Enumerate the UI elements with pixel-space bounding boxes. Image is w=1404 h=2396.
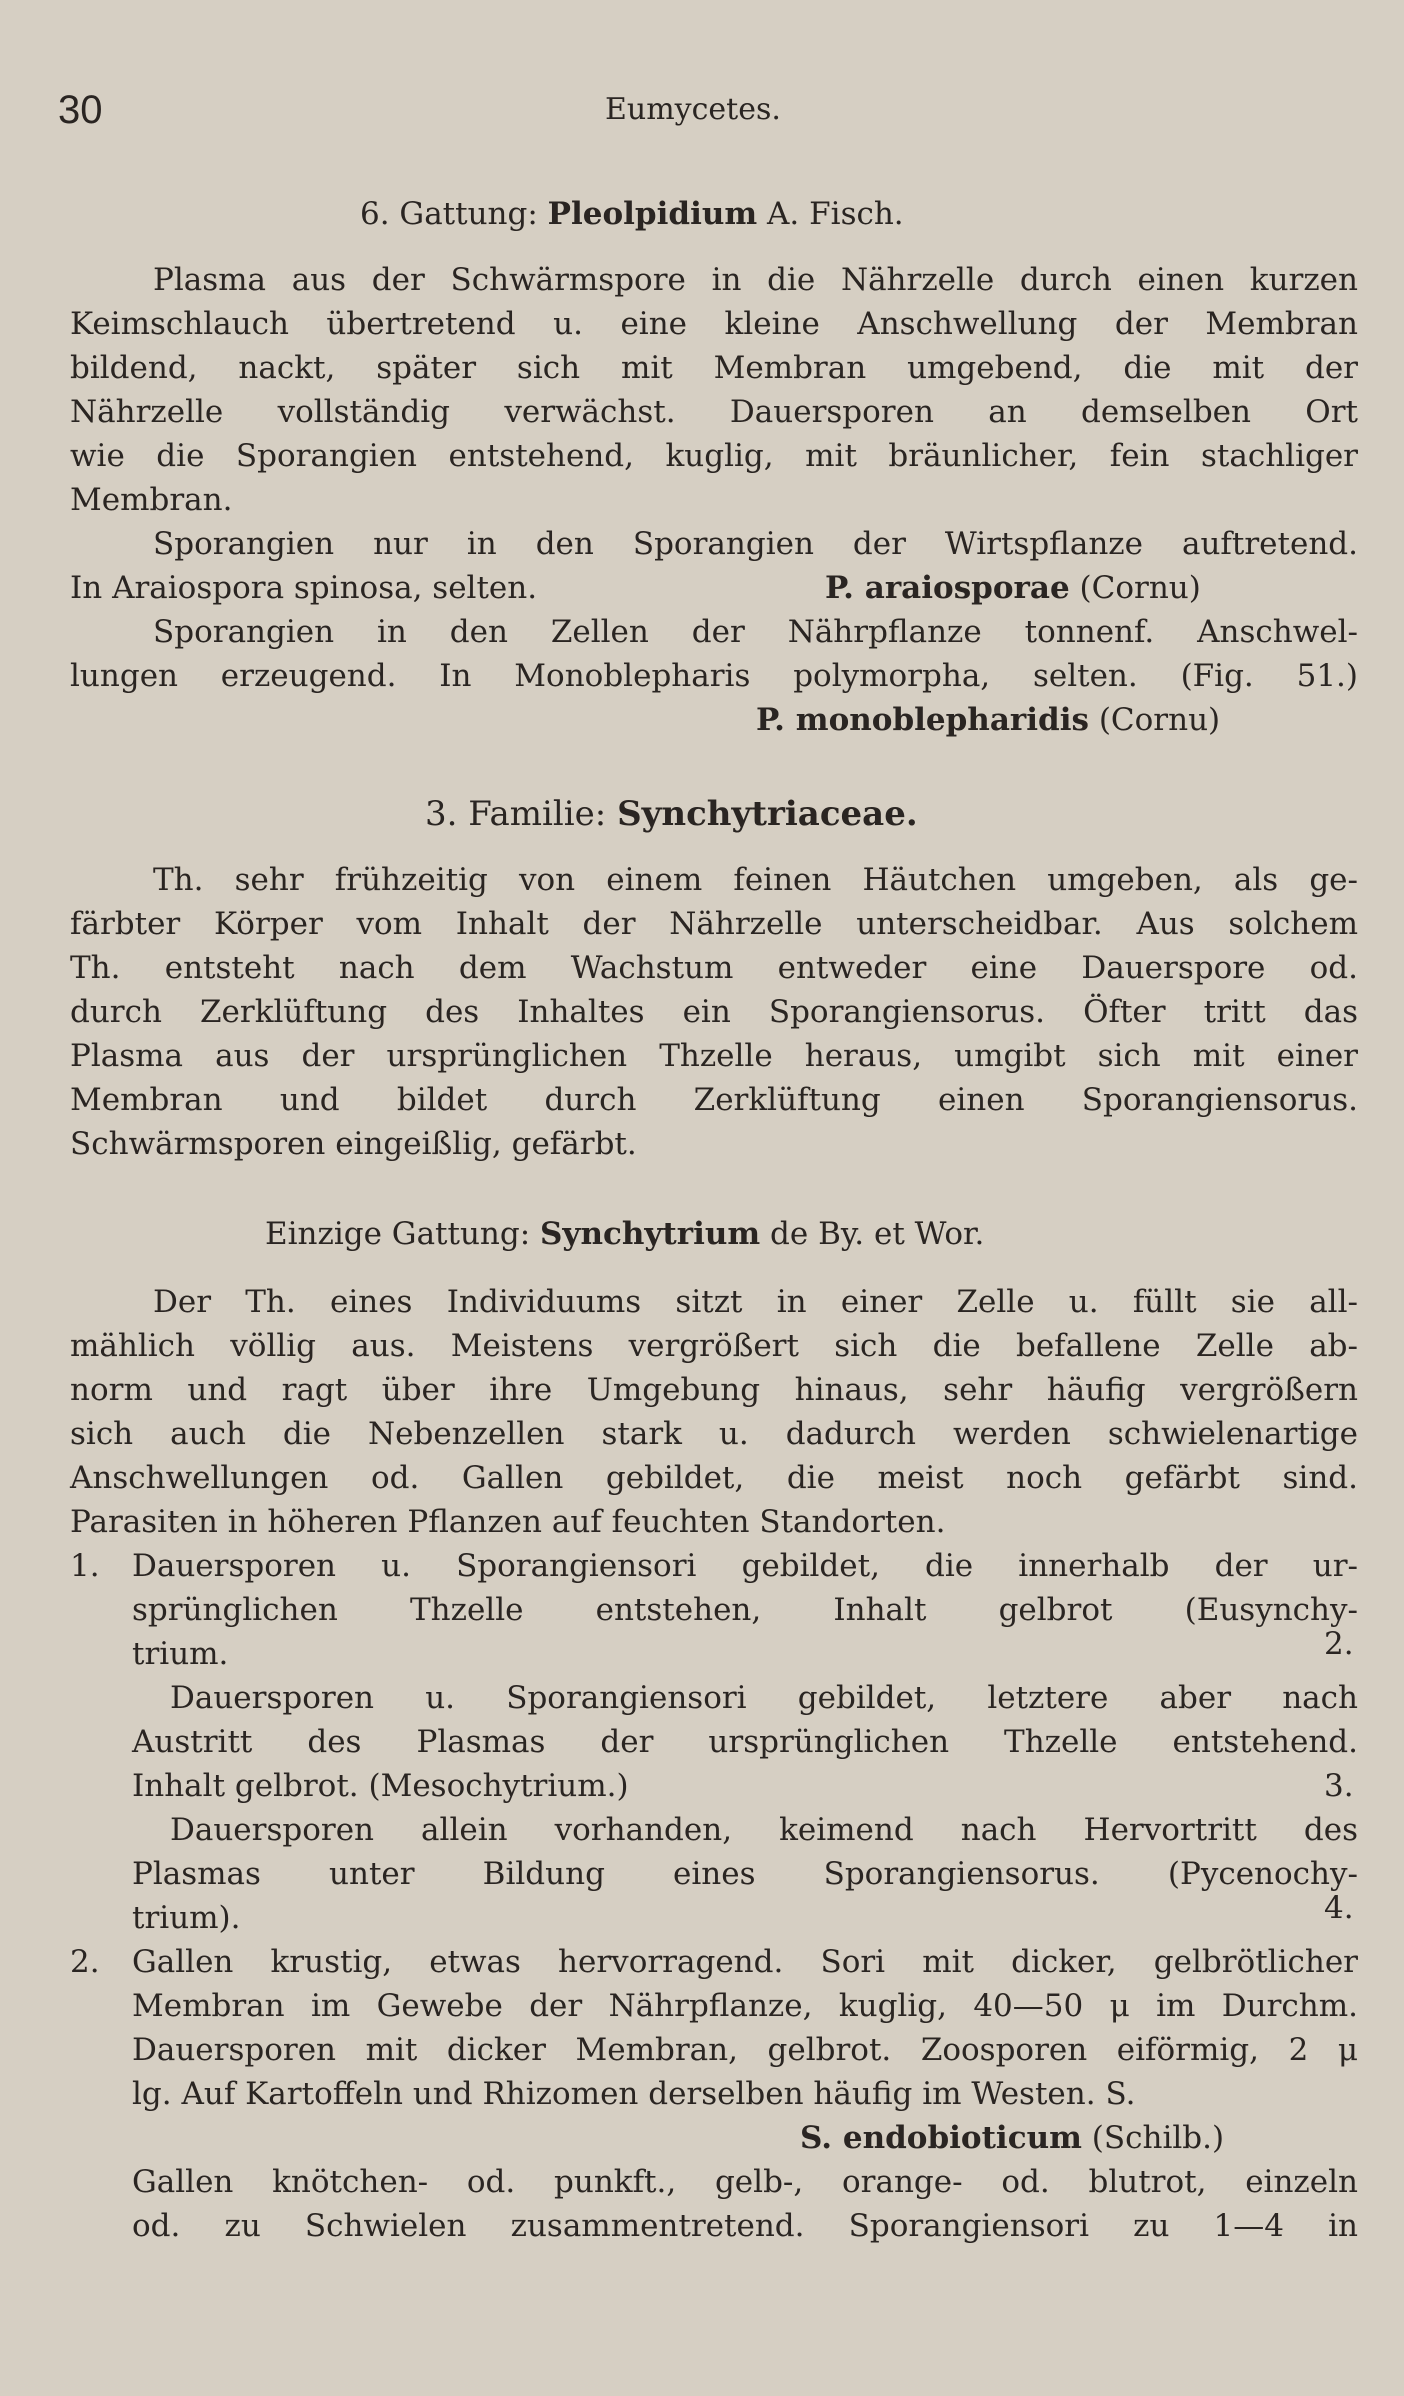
text-line: mählich völlig aus. Meistens vergrößert sich die befallene Zelle ab-	[70, 1328, 1358, 1364]
text-line: durch Zerklüftung des Inhaltes ein Sporangiensorus. Öfter tritt das	[70, 994, 1358, 1030]
key-ref: 3.	[1324, 1768, 1354, 1804]
text-line: norm und ragt über ihre Umgebung hinaus, sehr häufig vergrößern	[70, 1372, 1358, 1408]
text-line: färbter Körper vom Inhalt der Nährzelle unterscheidbar. Aus solchem	[70, 906, 1358, 942]
text-line: Keimschlauch übertretend u. eine kleine Anschwellung der Membran	[70, 306, 1358, 342]
species-monoblepharidis: P. monoblepharidis (Cornu)	[756, 702, 1221, 738]
text-line: Plasma aus der ursprünglichen Thzelle heraus, umgibt sich mit einer	[70, 1038, 1358, 1074]
text-line: Membran und bildet durch Zerklüftung einen Sporangiensorus.	[70, 1082, 1358, 1118]
family-heading: 3. Familie: Synchytriaceae.	[425, 794, 918, 834]
genus-heading	[360, 196, 904, 232]
key-line: Gallen knötchen- od. punkft., gelb-, orange- od. blutrot, einzeln	[132, 2164, 1358, 2200]
key-line: sprünglichen Thzelle entstehen, Inhalt gelbrot (Eusynchy-	[132, 1592, 1358, 1628]
text-line: Sporangien nur in den Sporangien der Wirtspflanze auftretend.	[153, 526, 1358, 562]
species-endobioticum: S. endobioticum (Schilb.)	[800, 2120, 1225, 2156]
text-line: Parasiten in höheren Pflanzen auf feuchten Standorten.	[70, 1504, 946, 1540]
text-line: Schwärmsporen eingeißlig, gefärbt.	[70, 1126, 637, 1162]
text-line: Sporangien in den Zellen der Nährpflanze tonnenf. Anschwel-	[153, 614, 1358, 650]
key-line: Dauersporen u. Sporangiensori gebildet, letztere aber nach	[170, 1680, 1358, 1716]
genus-heading-2: Einzige Gattung: Synchytrium de By. et Wor.	[265, 1216, 985, 1252]
text-line: In Araiospora spinosa, selten.	[70, 570, 538, 606]
key-line: Dauersporen u. Sporangiensori gebildet, die innerhalb der ur-	[132, 1548, 1358, 1584]
key-line: Membran im Gewebe der Nährpflanze, kuglig, 40—50 μ im Durchm.	[132, 1988, 1358, 2024]
running-title: Eumycetes.	[605, 92, 781, 127]
genus-author: A. Fisch.	[767, 196, 904, 232]
text-line: Membran.	[70, 482, 233, 518]
text-line: Plasma aus der Schwärmspore in die Nährzelle durch einen kurzen	[153, 262, 1358, 298]
species-araiosporae: P. araiosporae (Cornu)	[825, 570, 1201, 606]
key-line: Plasmas unter Bildung eines Sporangiensorus. (Pycenochy-	[132, 1856, 1358, 1892]
key-number-1: 1.	[70, 1548, 100, 1584]
genus-name: Pleolpidium	[547, 196, 758, 232]
key-line: Gallen krustig, etwas hervorragend. Sori mit dicker, gelbrötlicher	[132, 1944, 1358, 1980]
key-line: trium).	[132, 1900, 241, 1936]
page-number: 30	[58, 88, 103, 132]
key-line: lg. Auf Kartoffeln und Rhizomen derselben häufig im Westen. S.	[132, 2076, 1136, 2112]
key-line: Inhalt gelbrot. (Mesochytrium.)	[132, 1768, 629, 1804]
key-line: od. zu Schwielen zusammentretend. Sporangiensori zu 1—4 in	[132, 2208, 1358, 2244]
text-line: Th. entsteht nach dem Wachstum entweder eine Dauerspore od.	[70, 950, 1358, 986]
text-line: wie die Sporangien entstehend, kuglig, mit bräunlicher, fein stachliger	[70, 438, 1358, 474]
text-line: bildend, nackt, später sich mit Membran umgebend, die mit der	[70, 350, 1358, 386]
text-line: Th. sehr frühzeitig von einem feinen Häutchen umgeben, als ge-	[153, 862, 1358, 898]
genus-prefix: 6. Gattung:	[360, 196, 538, 232]
text-line: Der Th. eines Individuums sitzt in einer Zelle u. füllt sie all-	[153, 1284, 1358, 1320]
key-number-2: 2.	[70, 1944, 100, 1980]
text-line: Nährzelle vollständig verwächst. Dauersporen an demselben Ort	[70, 394, 1358, 430]
text-line: sich auch die Nebenzellen stark u. dadurch werden schwielenartige	[70, 1416, 1358, 1452]
key-line: Dauersporen allein vorhanden, keimend nach Hervortritt des	[170, 1812, 1358, 1848]
key-line: trium.	[132, 1636, 229, 1672]
key-ref: 4.	[1324, 1890, 1354, 1926]
key-ref: 2.	[1324, 1626, 1354, 1662]
text-line: Anschwellungen od. Gallen gebildet, die meist noch gefärbt sind.	[70, 1460, 1358, 1496]
key-line: Austritt des Plasmas der ursprünglichen Thzelle entstehend.	[132, 1724, 1358, 1760]
key-line: Dauersporen mit dicker Membran, gelbrot. Zoosporen eiförmig, 2 μ	[132, 2032, 1358, 2068]
text-line: lungen erzeugend. In Monoblepharis polymorpha, selten. (Fig. 51.)	[70, 658, 1358, 694]
